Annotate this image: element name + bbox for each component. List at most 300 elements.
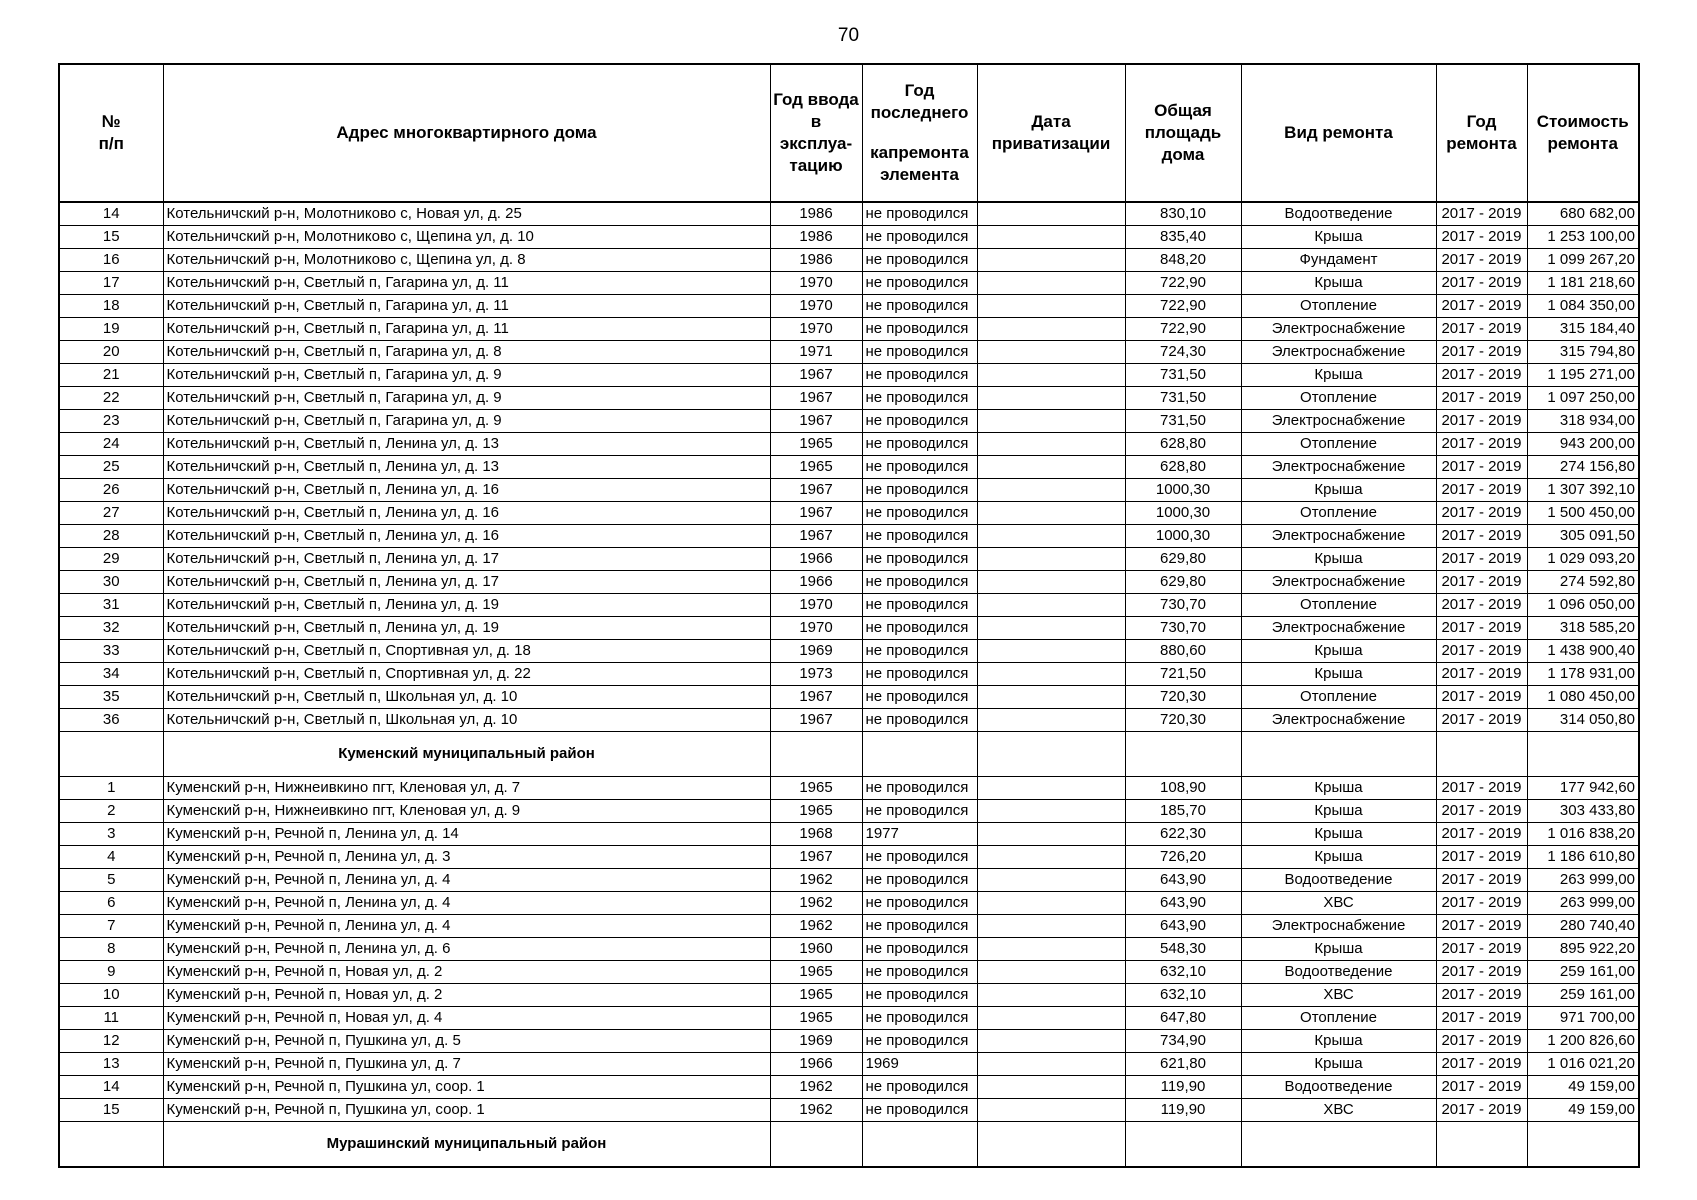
cell-number: 4 [59,846,163,869]
cell-cost: 318 585,20 [1527,617,1639,640]
cell-privatization [977,709,1125,732]
cell-address: Котельничский р-н, Светлый п, Спортивная ул, д. 18 [163,640,770,663]
cell-address: Куменский р-н, Речной п, Ленина ул, д. 3 [163,846,770,869]
table-row [59,249,1639,272]
cell-cost: 1 438 900,40 [1527,640,1639,663]
cell-year-in: 1967 [770,479,862,502]
cell-last-repair: 1977 [862,823,977,846]
cell-privatization [977,984,1125,1007]
cell-address: Куменский р-н, Нижнеивкино пгт, Кленовая ул, д. 9 [163,800,770,823]
cell-area: 643,90 [1125,869,1241,892]
cell-address: Котельничский р-н, Светлый п, Ленина ул, д. 17 [163,571,770,594]
table-row [59,892,1639,915]
cell-privatization [977,202,1125,226]
cell-year-in: 1967 [770,364,862,387]
table-row [59,823,1639,846]
cell-repair-year: 2017 - 2019 [1436,1099,1527,1122]
cell-repair-type: Крыша [1241,364,1436,387]
cell-repair-year: 2017 - 2019 [1436,272,1527,295]
cell-number: 26 [59,479,163,502]
cell-last-repair: не проводился [862,318,977,341]
table-row [59,1076,1639,1099]
cell-area: 548,30 [1125,938,1241,961]
cell-cost: 943 200,00 [1527,433,1639,456]
cell-repair-type: Крыша [1241,823,1436,846]
section-header-row [59,1122,1639,1168]
cell-area: 726,20 [1125,846,1241,869]
cell-address: Куменский р-н, Нижнеивкино пгт, Кленовая ул, д. 7 [163,777,770,800]
cell-address: Куменский р-н, Речной п, Ленина ул, д. 4 [163,892,770,915]
cell-number: 15 [59,226,163,249]
cell-year-in: 1965 [770,433,862,456]
cell-area: 119,90 [1125,1076,1241,1099]
cell-repair-type: Электроснабжение [1241,915,1436,938]
cell-number: 16 [59,249,163,272]
cell-repair-year: 2017 - 2019 [1436,525,1527,548]
section-empty-cell [1436,1122,1527,1168]
cell-area: 722,90 [1125,272,1241,295]
cell-repair-type: Крыша [1241,800,1436,823]
cell-cost: 263 999,00 [1527,869,1639,892]
cell-number: 11 [59,1007,163,1030]
cell-privatization [977,364,1125,387]
cell-year-in: 1967 [770,686,862,709]
section-empty-cell [770,1122,862,1168]
cell-address: Куменский р-н, Речной п, Пушкина ул, соор. 1 [163,1076,770,1099]
cell-repair-type: Крыша [1241,1030,1436,1053]
cell-number: 28 [59,525,163,548]
cell-address: Котельничский р-н, Светлый п, Ленина ул, д. 13 [163,433,770,456]
cell-number: 14 [59,202,163,226]
cell-last-repair: не проводился [862,1099,977,1122]
cell-address: Котельничский р-н, Светлый п, Ленина ул, д. 16 [163,502,770,525]
cell-area: 632,10 [1125,984,1241,1007]
table-row [59,709,1639,732]
cell-repair-type: Крыша [1241,938,1436,961]
cell-cost: 1 099 267,20 [1527,249,1639,272]
cell-cost: 49 159,00 [1527,1099,1639,1122]
cell-privatization [977,640,1125,663]
cell-area: 731,50 [1125,364,1241,387]
cell-privatization [977,663,1125,686]
cell-privatization [977,272,1125,295]
cell-repair-year: 2017 - 2019 [1436,410,1527,433]
cell-repair-type: Фундамент [1241,249,1436,272]
cell-year-in: 1965 [770,456,862,479]
section-title: Куменский муниципальный район [163,732,770,777]
table-row [59,433,1639,456]
cell-number: 32 [59,617,163,640]
cell-last-repair: не проводился [862,1076,977,1099]
cell-repair-year: 2017 - 2019 [1436,686,1527,709]
table-row [59,226,1639,249]
cell-number: 22 [59,387,163,410]
cell-year-in: 1966 [770,548,862,571]
cell-number: 17 [59,272,163,295]
cell-repair-year: 2017 - 2019 [1436,1076,1527,1099]
cell-year-in: 1970 [770,318,862,341]
cell-privatization [977,800,1125,823]
cell-repair-year: 2017 - 2019 [1436,502,1527,525]
cell-repair-year: 2017 - 2019 [1436,800,1527,823]
cell-cost: 49 159,00 [1527,1076,1639,1099]
cell-last-repair: не проводился [862,364,977,387]
table-row [59,938,1639,961]
cell-privatization [977,548,1125,571]
cell-area: 880,60 [1125,640,1241,663]
header-repair-type: Вид ремонта [1241,64,1436,202]
cell-last-repair: не проводился [862,663,977,686]
cell-year-in: 1968 [770,823,862,846]
table-row [59,387,1639,410]
cell-area: 722,90 [1125,295,1241,318]
cell-repair-type: Водоотведение [1241,961,1436,984]
cell-repair-type: ХВС [1241,892,1436,915]
cell-cost: 1 080 450,00 [1527,686,1639,709]
cell-area: 731,50 [1125,410,1241,433]
section-empty-cell [977,1122,1125,1168]
cell-year-in: 1967 [770,502,862,525]
cell-repair-type: Крыша [1241,640,1436,663]
cell-number: 20 [59,341,163,364]
cell-number: 13 [59,1053,163,1076]
cell-last-repair: не проводился [862,709,977,732]
section-empty-cell [1125,732,1241,777]
cell-year-in: 1973 [770,663,862,686]
cell-year-in: 1962 [770,1099,862,1122]
table-row [59,318,1639,341]
cell-year-in: 1967 [770,525,862,548]
cell-cost: 1 253 100,00 [1527,226,1639,249]
cell-last-repair: не проводился [862,984,977,1007]
cell-last-repair: не проводился [862,226,977,249]
cell-repair-type: Крыша [1241,1053,1436,1076]
cell-repair-type: Крыша [1241,663,1436,686]
table-row [59,961,1639,984]
cell-last-repair: 1969 [862,1053,977,1076]
cell-repair-year: 2017 - 2019 [1436,202,1527,226]
cell-privatization [977,594,1125,617]
table-body [59,202,1639,1167]
cell-repair-year: 2017 - 2019 [1436,961,1527,984]
cell-cost: 314 050,80 [1527,709,1639,732]
cell-repair-type: Электроснабжение [1241,456,1436,479]
cell-repair-year: 2017 - 2019 [1436,433,1527,456]
cell-number: 12 [59,1030,163,1053]
cell-cost: 1 186 610,80 [1527,846,1639,869]
cell-year-in: 1965 [770,800,862,823]
cell-cost: 177 942,60 [1527,777,1639,800]
table-row [59,777,1639,800]
cell-repair-type: Отопление [1241,594,1436,617]
cell-repair-type: Электроснабжение [1241,525,1436,548]
cell-repair-type: Водоотведение [1241,1076,1436,1099]
cell-cost: 259 161,00 [1527,984,1639,1007]
cell-year-in: 1965 [770,777,862,800]
cell-area: 722,90 [1125,318,1241,341]
section-empty-cell [862,1122,977,1168]
cell-number: 3 [59,823,163,846]
cell-repair-year: 2017 - 2019 [1436,295,1527,318]
cell-address: Куменский р-н, Речной п, Ленина ул, д. 14 [163,823,770,846]
header-number-line1: № [101,112,121,131]
cell-privatization [977,341,1125,364]
cell-last-repair: не проводился [862,846,977,869]
repair-table [58,63,1640,1168]
cell-number: 30 [59,571,163,594]
section-empty-cell [59,732,163,777]
cell-year-in: 1970 [770,617,862,640]
cell-cost: 315 794,80 [1527,341,1639,364]
cell-last-repair: не проводился [862,272,977,295]
cell-year-in: 1970 [770,594,862,617]
cell-address: Куменский р-н, Речной п, Ленина ул, д. 6 [163,938,770,961]
cell-area: 1000,30 [1125,525,1241,548]
cell-last-repair: не проводился [862,525,977,548]
cell-privatization [977,433,1125,456]
cell-last-repair: не проводился [862,777,977,800]
cell-number: 34 [59,663,163,686]
cell-last-repair: не проводился [862,341,977,364]
cell-last-repair: не проводился [862,686,977,709]
section-empty-cell [862,732,977,777]
cell-year-in: 1962 [770,892,862,915]
cell-number: 1 [59,777,163,800]
cell-repair-year: 2017 - 2019 [1436,571,1527,594]
cell-number: 27 [59,502,163,525]
table-row [59,295,1639,318]
cell-year-in: 1967 [770,846,862,869]
cell-last-repair: не проводился [862,938,977,961]
cell-number: 2 [59,800,163,823]
cell-year-in: 1967 [770,387,862,410]
cell-last-repair: не проводился [862,892,977,915]
cell-year-in: 1967 [770,410,862,433]
cell-privatization [977,1076,1125,1099]
cell-area: 622,30 [1125,823,1241,846]
section-empty-cell [1527,732,1639,777]
cell-repair-year: 2017 - 2019 [1436,984,1527,1007]
cell-privatization [977,502,1125,525]
cell-address: Котельничский р-н, Светлый п, Гагарина ул, д. 11 [163,295,770,318]
cell-cost: 305 091,50 [1527,525,1639,548]
cell-year-in: 1967 [770,709,862,732]
cell-last-repair: не проводился [862,548,977,571]
cell-repair-year: 2017 - 2019 [1436,846,1527,869]
table-row [59,1099,1639,1122]
cell-privatization [977,387,1125,410]
cell-area: 643,90 [1125,915,1241,938]
cell-cost: 971 700,00 [1527,1007,1639,1030]
cell-repair-type: Электроснабжение [1241,318,1436,341]
cell-area: 621,80 [1125,1053,1241,1076]
cell-year-in: 1965 [770,961,862,984]
cell-privatization [977,318,1125,341]
cell-cost: 1 500 450,00 [1527,502,1639,525]
cell-last-repair: не проводился [862,502,977,525]
cell-repair-year: 2017 - 2019 [1436,548,1527,571]
cell-area: 108,90 [1125,777,1241,800]
table-row [59,617,1639,640]
header-number [59,64,163,202]
cell-cost: 315 184,40 [1527,318,1639,341]
cell-area: 731,50 [1125,387,1241,410]
table-row [59,800,1639,823]
cell-address: Котельничский р-н, Светлый п, Ленина ул, д. 17 [163,548,770,571]
cell-number: 14 [59,1076,163,1099]
table-row [59,686,1639,709]
cell-area: 734,90 [1125,1030,1241,1053]
cell-repair-type: Крыша [1241,777,1436,800]
table-header [59,64,1639,202]
cell-address: Котельничский р-н, Светлый п, Ленина ул, д. 19 [163,594,770,617]
cell-area: 730,70 [1125,594,1241,617]
cell-area: 629,80 [1125,571,1241,594]
cell-privatization [977,1030,1125,1053]
cell-address: Куменский р-н, Речной п, Пушкина ул, д. 5 [163,1030,770,1053]
table-row [59,456,1639,479]
table-row [59,869,1639,892]
cell-address: Куменский р-н, Речной п, Ленина ул, д. 4 [163,869,770,892]
cell-address: Куменский р-н, Речной п, Новая ул, д. 2 [163,984,770,1007]
cell-privatization [977,938,1125,961]
cell-address: Котельничский р-н, Светлый п, Гагарина ул, д. 11 [163,272,770,295]
cell-repair-year: 2017 - 2019 [1436,915,1527,938]
cell-cost: 1 097 250,00 [1527,387,1639,410]
table-row [59,846,1639,869]
cell-number: 23 [59,410,163,433]
cell-repair-year: 2017 - 2019 [1436,341,1527,364]
cell-repair-type: Крыша [1241,479,1436,502]
cell-last-repair: не проводился [862,433,977,456]
cell-repair-year: 2017 - 2019 [1436,1007,1527,1030]
cell-year-in: 1965 [770,1007,862,1030]
header-privatization: Дата приватизации [977,64,1125,202]
cell-number: 15 [59,1099,163,1122]
cell-cost: 895 922,20 [1527,938,1639,961]
cell-repair-type: Отопление [1241,502,1436,525]
cell-repair-type: Отопление [1241,686,1436,709]
cell-privatization [977,846,1125,869]
cell-address: Куменский р-н, Речной п, Новая ул, д. 4 [163,1007,770,1030]
section-empty-cell [770,732,862,777]
section-empty-cell [1436,732,1527,777]
cell-last-repair: не проводился [862,617,977,640]
section-empty-cell [1125,1122,1241,1168]
cell-address: Котельничский р-н, Светлый п, Спортивная ул, д. 22 [163,663,770,686]
cell-privatization [977,525,1125,548]
cell-last-repair: не проводился [862,594,977,617]
cell-area: 1000,30 [1125,479,1241,502]
table-row [59,548,1639,571]
cell-last-repair: не проводился [862,387,977,410]
cell-repair-type: Отопление [1241,1007,1436,1030]
cell-repair-year: 2017 - 2019 [1436,1053,1527,1076]
cell-area: 730,70 [1125,617,1241,640]
cell-last-repair: не проводился [862,640,977,663]
table-row [59,571,1639,594]
cell-privatization [977,617,1125,640]
table-row [59,410,1639,433]
cell-repair-type: Крыша [1241,846,1436,869]
cell-address: Куменский р-н, Речной п, Пушкина ул, д. 7 [163,1053,770,1076]
cell-cost: 259 161,00 [1527,961,1639,984]
cell-repair-year: 2017 - 2019 [1436,892,1527,915]
cell-repair-type: Электроснабжение [1241,571,1436,594]
cell-repair-type: Электроснабжение [1241,410,1436,433]
table-row [59,915,1639,938]
header-last-repair-bottom: капремонта элемента [870,143,969,184]
cell-year-in: 1970 [770,295,862,318]
cell-area: 830,10 [1125,202,1241,226]
section-empty-cell [1527,1122,1639,1168]
cell-repair-year: 2017 - 2019 [1436,594,1527,617]
cell-last-repair: не проводился [862,202,977,226]
cell-last-repair: не проводился [862,479,977,502]
cell-privatization [977,571,1125,594]
cell-repair-year: 2017 - 2019 [1436,777,1527,800]
cell-year-in: 1986 [770,249,862,272]
cell-repair-year: 2017 - 2019 [1436,663,1527,686]
cell-address: Куменский р-н, Речной п, Ленина ул, д. 4 [163,915,770,938]
cell-repair-year: 2017 - 2019 [1436,1030,1527,1053]
cell-cost: 1 195 271,00 [1527,364,1639,387]
cell-number: 8 [59,938,163,961]
cell-area: 628,80 [1125,433,1241,456]
cell-number: 19 [59,318,163,341]
cell-area: 628,80 [1125,456,1241,479]
cell-address: Котельничский р-н, Светлый п, Ленина ул, д. 19 [163,617,770,640]
cell-last-repair: не проводился [862,869,977,892]
cell-address: Котельничский р-н, Светлый п, Ленина ул, д. 16 [163,525,770,548]
cell-address: Котельничский р-н, Светлый п, Гагарина ул, д. 9 [163,387,770,410]
cell-last-repair: не проводился [862,1030,977,1053]
cell-year-in: 1969 [770,640,862,663]
cell-cost: 680 682,00 [1527,202,1639,226]
cell-number: 6 [59,892,163,915]
cell-last-repair: не проводился [862,800,977,823]
cell-address: Котельничский р-н, Светлый п, Школьная ул, д. 10 [163,686,770,709]
cell-year-in: 1960 [770,938,862,961]
cell-cost: 1 307 392,10 [1527,479,1639,502]
cell-area: 643,90 [1125,892,1241,915]
table-row [59,502,1639,525]
cell-repair-year: 2017 - 2019 [1436,387,1527,410]
section-empty-cell [1241,732,1436,777]
cell-privatization [977,226,1125,249]
cell-last-repair: не проводился [862,961,977,984]
cell-number: 9 [59,961,163,984]
cell-last-repair: не проводился [862,571,977,594]
cell-repair-type: Отопление [1241,387,1436,410]
cell-year-in: 1971 [770,341,862,364]
header-area: Общая площадь дома [1125,64,1241,202]
cell-cost: 1 096 050,00 [1527,594,1639,617]
cell-year-in: 1986 [770,202,862,226]
cell-address: Котельничский р-н, Светлый п, Гагарина ул, д. 8 [163,341,770,364]
cell-area: 721,50 [1125,663,1241,686]
cell-repair-type: Водоотведение [1241,202,1436,226]
cell-number: 24 [59,433,163,456]
cell-area: 1000,30 [1125,502,1241,525]
cell-year-in: 1970 [770,272,862,295]
cell-cost: 274 156,80 [1527,456,1639,479]
cell-area: 185,70 [1125,800,1241,823]
table-row [59,479,1639,502]
cell-area: 720,30 [1125,709,1241,732]
cell-cost: 1 200 826,60 [1527,1030,1639,1053]
cell-address: Куменский р-н, Речной п, Пушкина ул, соор. 1 [163,1099,770,1122]
